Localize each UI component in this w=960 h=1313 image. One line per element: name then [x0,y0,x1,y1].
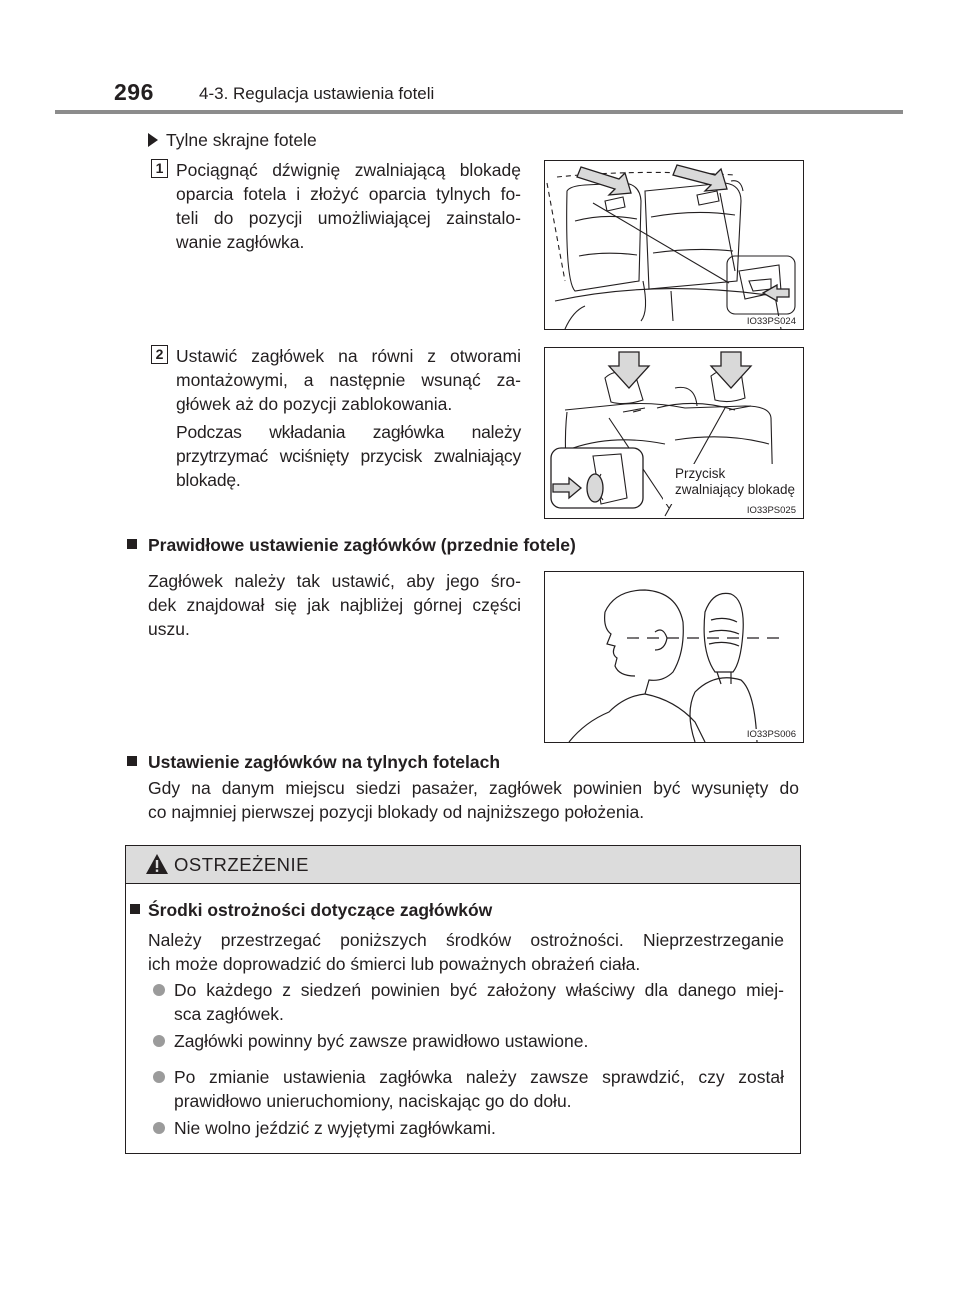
warning-bullet [174,978,784,1026]
figure-headrest-install [544,347,804,519]
text-line: oparcia fotela i złożyć oparcia tylnych fo- [176,184,521,204]
figure-front-headrest [544,571,804,743]
bullet-dot-icon [153,1071,165,1083]
figure-code: IO33PS025 [746,505,796,516]
text-line: Po zmianie ustawienia zagłówka należy zawsze sprawdzić, czy został [174,1067,784,1087]
rear-outer-heading [148,128,317,152]
text-line: dek znajdował się jak najbliżej górnej części [148,595,521,615]
text-line: prawidłowo unieruchomiony, naciskając go do dołu. [174,1091,572,1111]
text-line: co najmniej pierwszej pozycji blokady od najniższego położenia. [148,802,645,822]
warning-bullet [174,1065,784,1113]
text-line: uszu. [148,619,190,639]
text-line: Do każdego z siedzeń powinien być założony właściwy dla danego miej- [174,980,784,1000]
square-bullet-icon [127,539,137,549]
text-line: Zagłówek należy tak ustawić, aby jego śro- [148,571,521,591]
front-headrest-illustration [545,572,803,742]
text-line: ich może doprowadzić do śmierci lub poważnych obrażeń ciała. [148,954,641,974]
square-bullet-icon [127,756,137,766]
text-line: Nie wolno jeździć z wyjętymi zagłówkami. [174,1118,496,1138]
warning-title: OSTRZEŻENIE [174,854,310,875]
triangle-bullet-icon [148,133,158,147]
text-line: Pociągnąć dźwignię zwalniającą blokadę [176,160,521,180]
step-2-note [176,420,521,492]
bullet-dot-icon [153,1122,165,1134]
text-line: główek aż do pozycji zablokowania. [176,394,453,414]
figure-code: IO33PS006 [746,729,796,740]
text-line: Należy przestrzegać poniższych środków ostrożności. Nieprzestrzeganie [148,930,784,950]
figure-code: IO33PS024 [746,316,796,327]
warning-triangle-icon [145,853,169,875]
callout-label-line2: zwalniający blokadę [675,482,796,497]
text-line: Ustawić zagłówek na równi z otworami [176,346,521,366]
rear-section-text [148,776,799,824]
text-line: Podczas wkładania zagłówka należy [176,422,521,442]
text-line: Gdy na danym miejscu siedzi pasażer, zagłówek powinien być wysunięty do [148,778,799,798]
front-section-text [148,569,521,641]
front-section-heading: Prawidłowe ustawienie zagłówków (przednie fotele) [148,535,576,555]
text-line: Zagłówki powinny być zawsze prawidłowo ustawione. [174,1031,589,1051]
text-line: sca zagłówek. [174,1004,284,1024]
rear-seat-fold-illustration [545,161,803,329]
callout-label-line1: Przycisk [675,466,726,481]
text-line: teli do pozycji umożliwiającej zainstalo- [176,208,521,228]
rear-section-heading: Ustawienie zagłówków na tylnych fotelach [148,752,501,772]
text-line: montażowymi, a następnie wsunąć za- [176,370,521,390]
rear-outer-heading-text: Tylne skrajne fotele [166,130,317,150]
header-divider [55,110,903,114]
square-bullet-icon [130,904,140,914]
step-1-text [176,158,521,254]
warning-box [125,845,801,1154]
text-line: wanie zagłówka. [176,232,305,252]
warning-heading: Środki ostrożności dotyczące zagłówków [148,900,493,920]
warning-bullet [174,1029,784,1053]
page-number: 296 [114,79,154,105]
text-line: przytrzymać wciśnięty przycisk zwalniający [176,446,521,466]
text-line: blokadę. [176,470,241,490]
warning-header [126,846,800,884]
bullet-dot-icon [153,984,165,996]
warning-intro [148,928,784,976]
step-1-number: 1 [151,159,168,178]
step-2-text [176,344,521,416]
section-title: 4-3. Regulacja ustawienia foteli [199,84,435,103]
step-2-number: 2 [151,345,168,364]
figure-rear-seat-fold [544,160,804,330]
warning-bullet [174,1116,784,1140]
bullet-dot-icon [153,1035,165,1047]
